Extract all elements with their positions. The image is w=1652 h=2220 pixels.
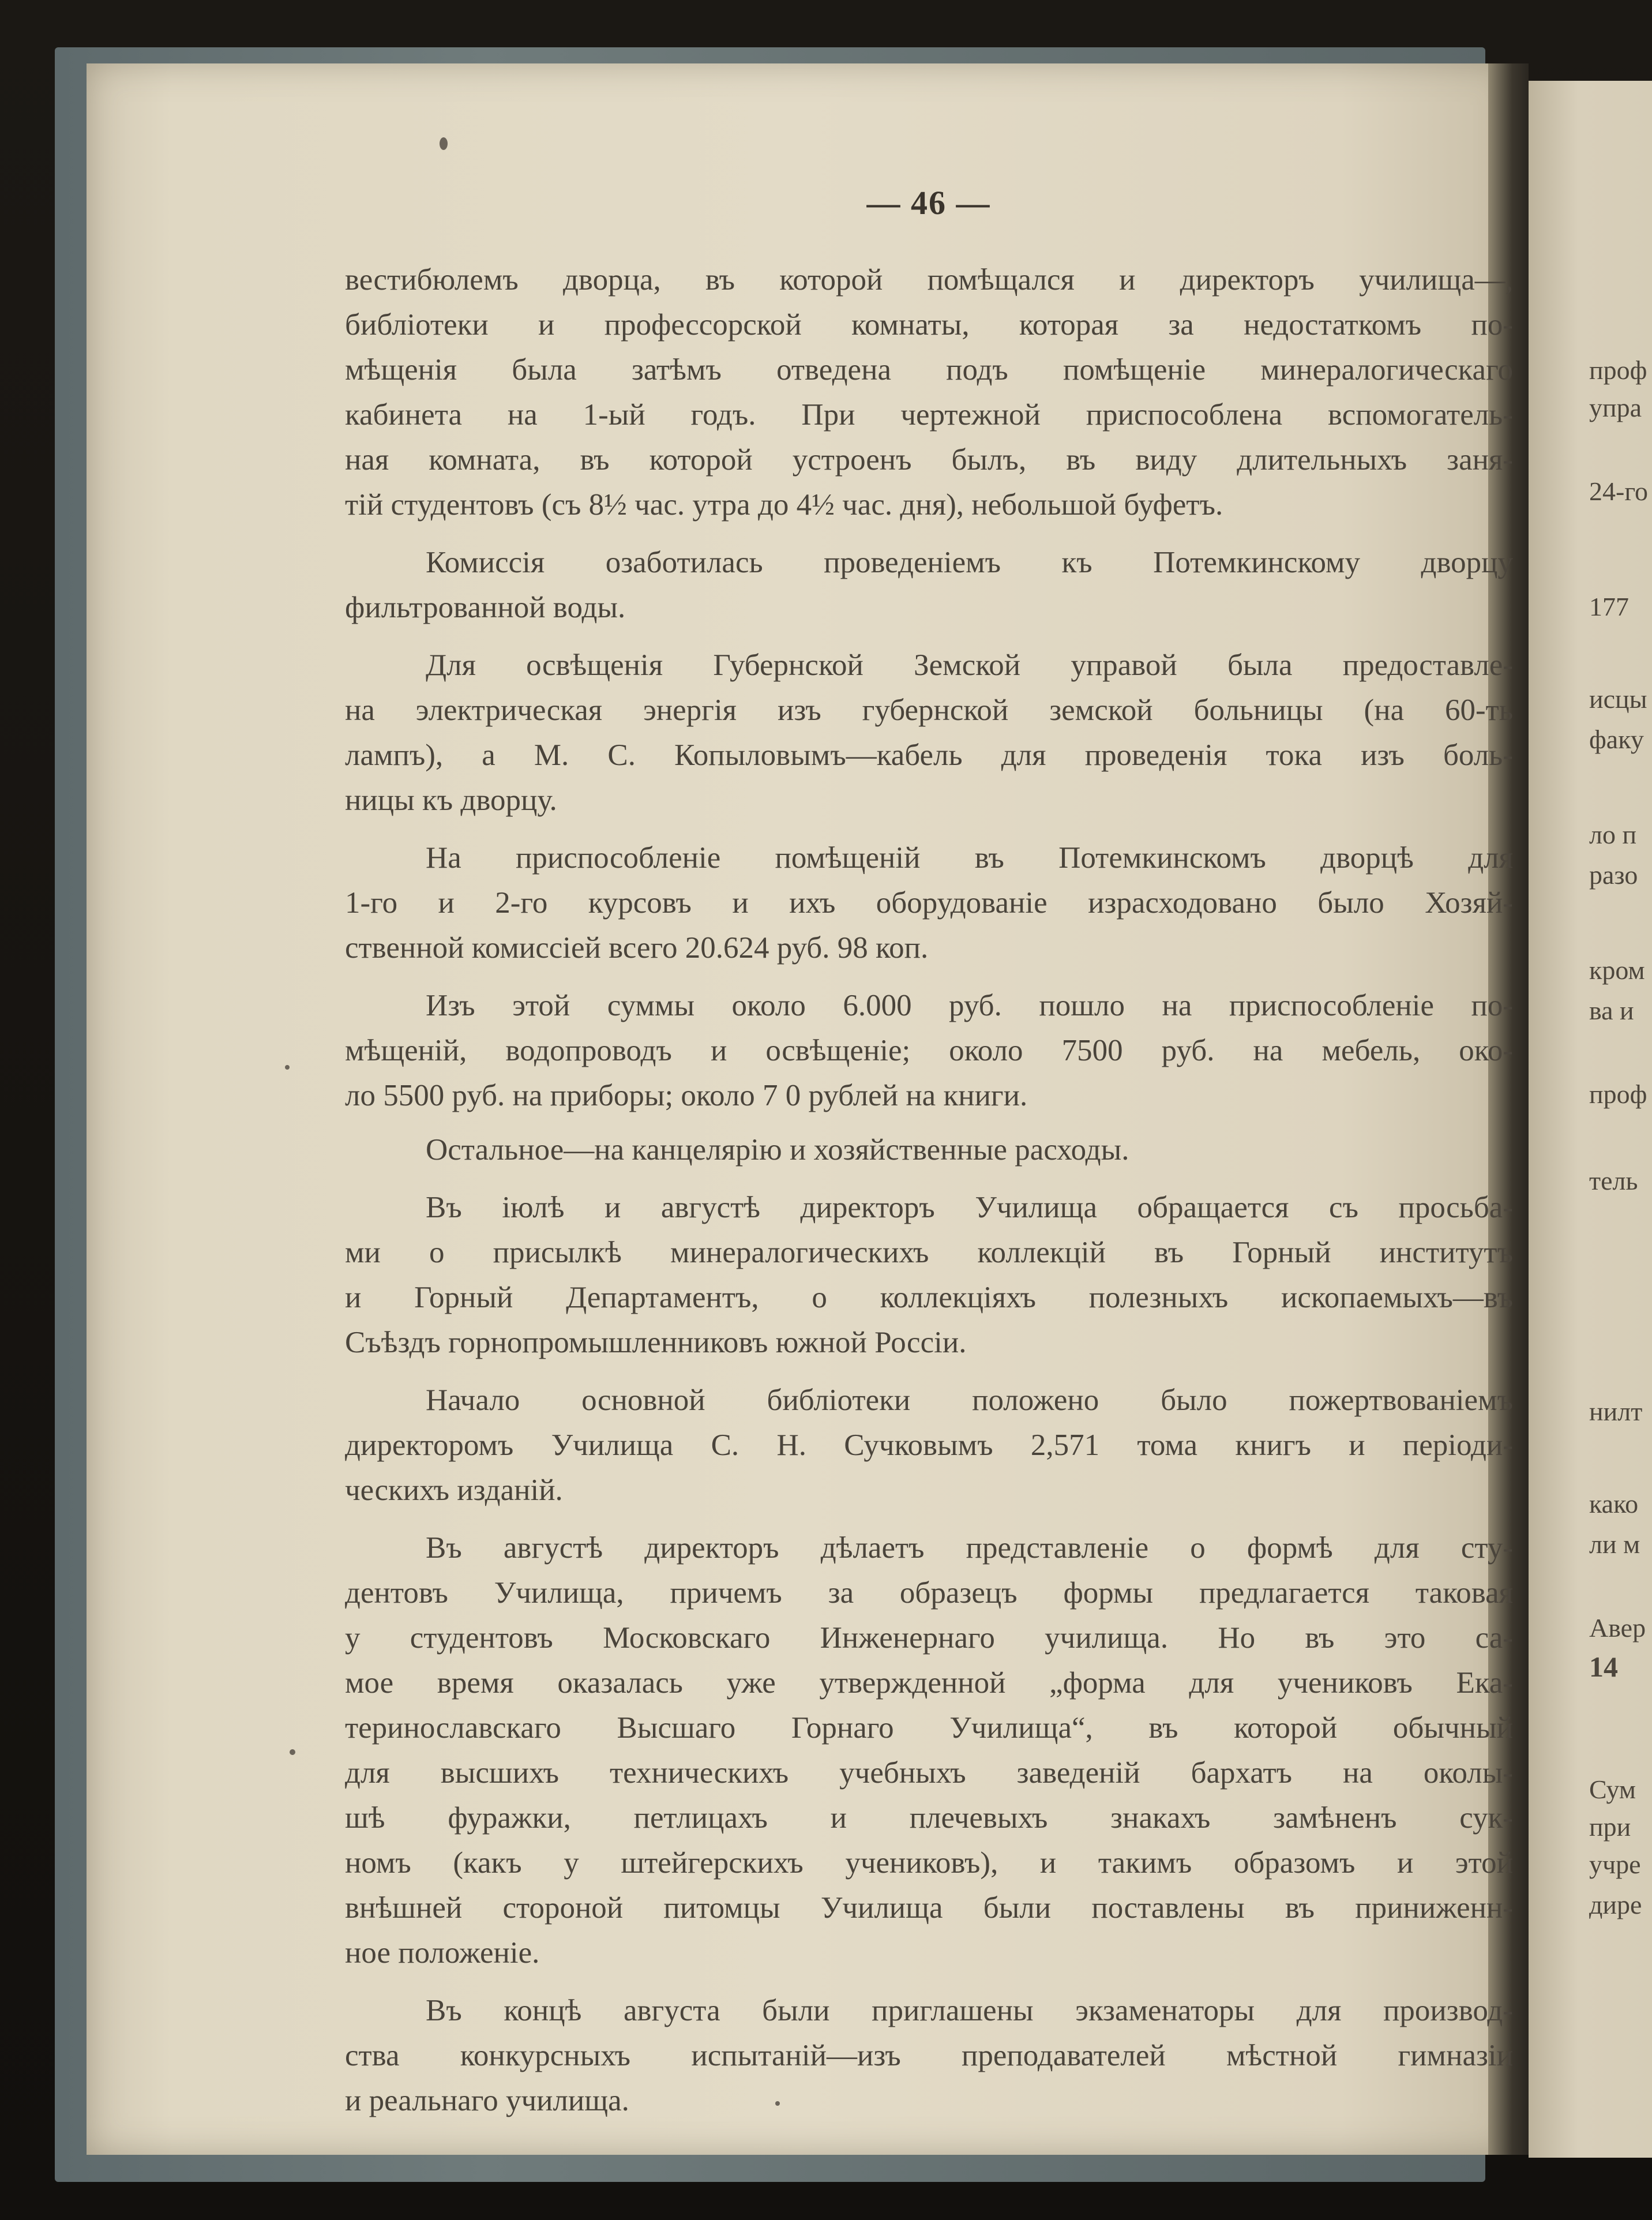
text-line: дентовъ Училища, причемъ за образецъ формы предлагается таковая <box>345 1576 1513 1610</box>
paragraph-gap <box>345 527 1513 540</box>
text-line: директоромъ Училища С. Н. Сучковымъ 2,571 тома книгъ и періоди- <box>345 1428 1513 1462</box>
text-line: Остальное—на канцелярію и хозяйственные расходы. <box>426 1133 1129 1167</box>
page-number: — 46 — <box>866 184 991 222</box>
text-line: внѣшней стороной питомцы Училища были поставлены въ приниженн- <box>345 1891 1513 1925</box>
text-line: ницы къ дворцу. <box>345 783 557 817</box>
paragraph <box>345 1127 1513 1172</box>
ink-speck <box>440 137 448 150</box>
text-line: Въ августѣ директоръ дѣлаетъ представленіе о формѣ для сту- <box>426 1531 1513 1565</box>
paragraph <box>345 257 1513 527</box>
next-page-fragment: ва и <box>1589 996 1634 1025</box>
text-line: кабинета на 1-ый годъ. При чертежной приспособлена вспомогатель- <box>345 398 1513 432</box>
text-line: ческихъ изданій. <box>345 1473 563 1507</box>
ink-speck <box>290 1749 295 1755</box>
ink-speck <box>775 2101 780 2106</box>
text-line: лампъ), а М. С. Копыловымъ—кабель для проведенія тока изъ боль- <box>345 738 1513 772</box>
next-page-fragment: исцы <box>1589 684 1647 714</box>
paragraph <box>345 1525 1513 1975</box>
next-page-fragment: проф <box>1589 1079 1647 1109</box>
paragraph-gap <box>345 1172 1513 1185</box>
text-line: Въ іюлѣ и августѣ директоръ Училища обращается съ просьба- <box>426 1191 1513 1224</box>
text-line: ное положеніе. <box>345 1936 540 1970</box>
text-line: 1-го и 2-го курсовъ и ихъ оборудованіе израсходовано было Хозяй- <box>345 886 1513 920</box>
next-page-fragment: тель <box>1589 1166 1638 1195</box>
text-line: библіотеки и профессорской комнаты, которая за недостаткомъ по- <box>345 308 1513 342</box>
next-page-fragment: учре <box>1589 1850 1641 1879</box>
text-line: для высшихъ техническихъ учебныхъ заведеній бархатъ на околы- <box>345 1756 1513 1790</box>
paragraph-gap <box>345 970 1513 983</box>
paragraph <box>345 835 1513 970</box>
text-line: тій студентовъ (съ 8½ час. утра до 4½ час. дня), небольшой буфетъ. <box>345 488 1223 522</box>
text-line: и Горный Департаментъ, о коллекціяхъ полезныхъ ископаемыхъ—въ <box>345 1281 1513 1314</box>
text-line: ства конкурсныхъ испытаній—изъ преподавателей мѣстной гимназіи <box>345 2039 1513 2072</box>
text-line: шѣ фуражки, петлицахъ и плечевыхъ знакахъ замѣненъ сук- <box>345 1801 1513 1835</box>
body-text <box>345 257 1513 2123</box>
text-line: номъ (какъ у штейгерскихъ учениковъ), и такимъ образомъ и этой <box>345 1846 1513 1880</box>
text-line: ми о присылкѣ минералогическихъ коллекцій въ Горный институтъ <box>345 1236 1513 1269</box>
text-line: вестибюлемъ дворца, въ которой помѣщался и директоръ училища—, <box>345 263 1513 297</box>
next-page-fragment: Сум <box>1589 1775 1636 1804</box>
text-line: и реальнаго училища. <box>345 2084 629 2117</box>
next-page-fragment: 24-го <box>1589 477 1649 506</box>
text-line: Съѣздъ горнопромышленниковъ южной Россіи. <box>345 1326 967 1359</box>
text-line: теринославскаго Высшаго Горнаго Училища“, въ которой обычный <box>345 1711 1513 1745</box>
next-page-fragment: ли м <box>1589 1529 1640 1559</box>
paragraph-gap <box>345 1118 1513 1127</box>
next-page-fragment: нилт <box>1589 1397 1643 1426</box>
text-line: ственной комиссіей всего 20.624 руб. 98 коп. <box>345 931 929 965</box>
paragraph <box>345 1378 1513 1513</box>
next-page-fragment: 177 <box>1589 592 1629 621</box>
text-line: Начало основной библіотеки положено было пожертвованіемъ <box>426 1383 1513 1417</box>
text-line: Для освѣщенія Губернской Земской управой была предоставле- <box>426 648 1513 682</box>
text-line: мѣщеній, водопроводъ и освѣщеніе; около 7500 руб. на мебель, око- <box>345 1034 1513 1067</box>
text-line: Въ концѣ августа были приглашены экзаменаторы для производ- <box>426 1994 1513 2027</box>
text-line: мое время оказалась уже утвержденной „форма для учениковъ Ека- <box>345 1666 1513 1700</box>
paragraph <box>345 983 1513 1118</box>
next-page-fragment: Авер <box>1589 1613 1646 1642</box>
next-page-fragment: факу <box>1589 725 1644 754</box>
ink-speck <box>285 1065 290 1070</box>
paragraph-gap <box>345 630 1513 643</box>
next-page-fragment: разо <box>1589 860 1638 890</box>
text-line: на электрическая энергія изъ губернской земской больницы (на 60-ть <box>345 693 1513 727</box>
text-line: На приспособленіе помѣщеній въ Потемкинскомъ дворцѣ для <box>426 841 1513 875</box>
paragraph <box>345 1185 1513 1365</box>
text-line: Комиссія озаботилась проведеніемъ къ Потемкинскому дворцу <box>426 546 1513 579</box>
paragraph-gap <box>345 1513 1513 1525</box>
text-line: ная комната, въ которой устроенъ былъ, въ виду длительныхъ заня- <box>345 443 1513 477</box>
next-page-fragment: при <box>1589 1812 1631 1842</box>
paragraph <box>345 643 1513 823</box>
paragraph <box>345 1988 1513 2123</box>
paragraph-gap <box>345 823 1513 835</box>
text-line: фильтрованной воды. <box>345 591 626 624</box>
paragraph <box>345 540 1513 630</box>
next-page-fragment: ло п <box>1589 820 1637 849</box>
next-page-fragment: 14 <box>1589 1651 1618 1683</box>
next-page-fragment: кром <box>1589 955 1645 985</box>
next-page-fragment: дире <box>1589 1890 1642 1919</box>
next-page-fragment: упра <box>1589 393 1642 422</box>
paragraph-gap <box>345 1975 1513 1988</box>
text-line: Изъ этой суммы около 6.000 руб. пошло на приспособленіе по- <box>426 989 1513 1022</box>
text-line: у студентовъ Московскаго Инженернаго училища. Но въ это са- <box>345 1621 1513 1655</box>
text-line: ло 5500 руб. на приборы; около 7 0 рублей на книги. <box>345 1079 1028 1112</box>
next-page-fragment: проф <box>1589 355 1647 385</box>
paragraph-gap <box>345 1365 1513 1378</box>
text-line: мѣщенія была затѣмъ отведена подъ помѣщеніе минералогическаго <box>345 353 1513 387</box>
next-page-fragment: како <box>1589 1489 1639 1518</box>
